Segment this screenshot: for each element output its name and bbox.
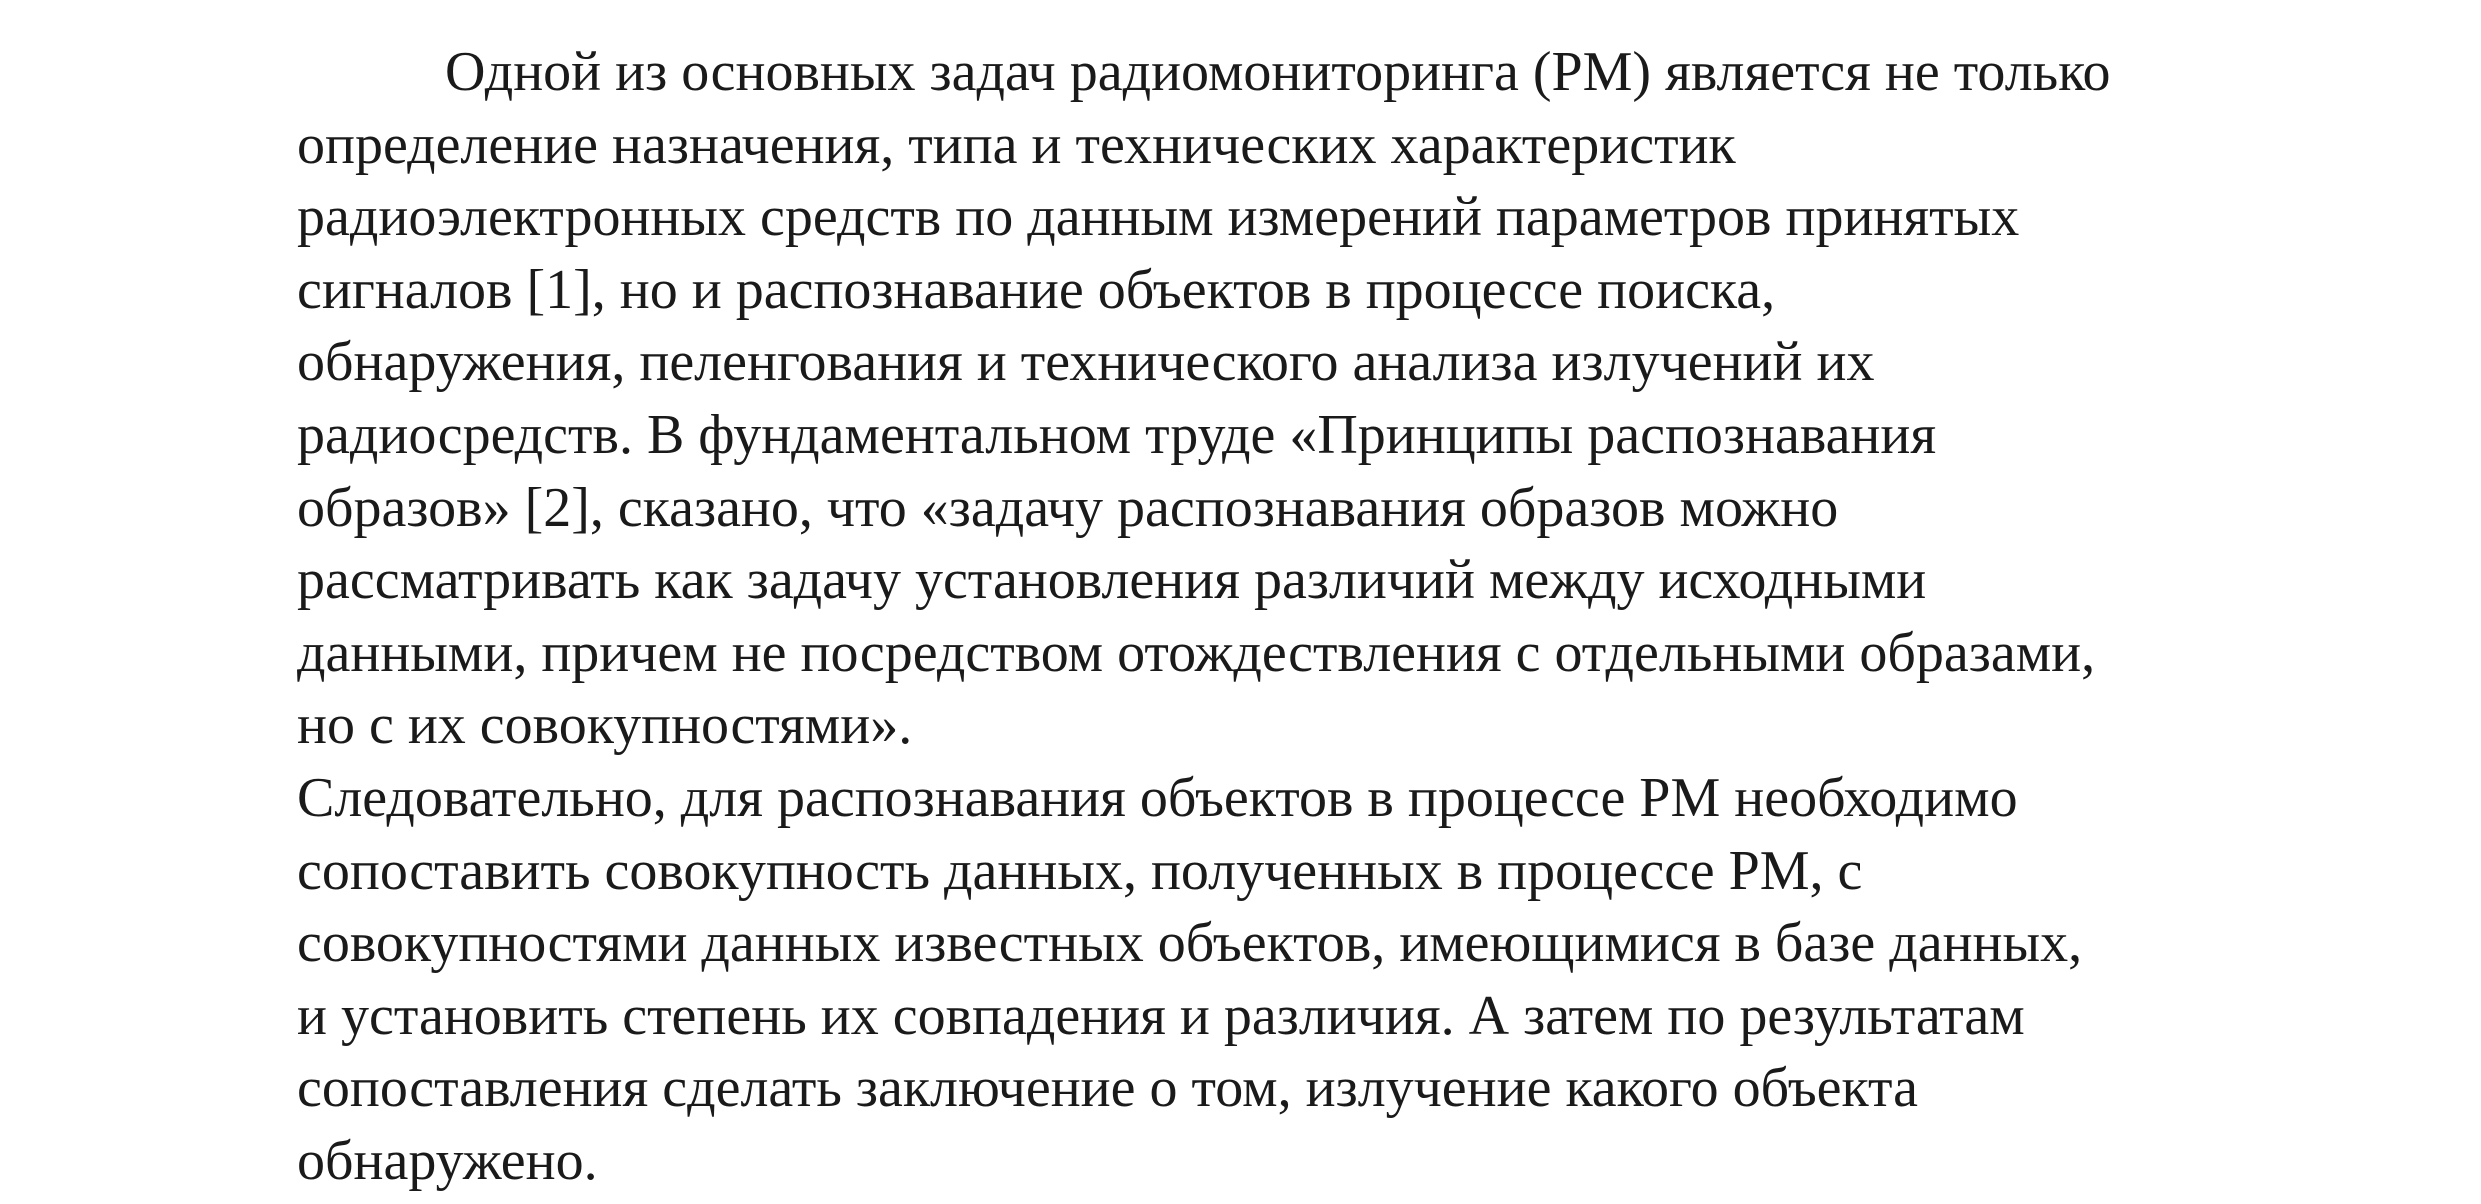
text-line: радиоэлектронных средств по данным измерений параметров принятых [297,186,2020,249]
text-line: совокупностями данных известных объектов, имеющимися в базе данных, [297,912,2083,975]
text-line: данными, причем не посредством отождествления с отдельными образами, [297,621,2096,684]
text-line: обнаружения, пеленгования и технического анализа излучений их [297,331,1875,394]
text-line: Одной из основных задач радиомониторинга (РМ) является не только [445,41,2111,103]
text-line: сопоставления сделать заключение о том, излучение какого объекта [297,1057,1918,1120]
text-line: Следовательно, для распознавания объектов в процессе РМ необходимо [297,766,2018,829]
text-line: определение назначения, типа и технических характеристик [297,113,1736,176]
text-line: обнаружено. [297,1129,598,1192]
text-line: и установить степень их совпадения и различия. А затем по результатам [297,984,2025,1047]
text-line: рассматривать как задачу установления различий между исходными [297,549,1927,612]
text-line: образов» [2], сказано, что «задачу распознавания образов можно [297,476,1839,539]
text-line: сигналов [1], но и распознавание объектов в процессе поиска, [297,258,1776,321]
text-line: радиосредств. В фундаментальном труде «Принципы распознавания [297,403,1937,466]
text-line: но с их совокупностями». [297,694,913,757]
paragraph-2 [297,762,2227,1198]
document-body [297,36,2227,1198]
text-line: сопоставить совокупность данных, полученных в процессе РМ, с [297,839,1863,902]
paragraph-1 [297,36,2227,762]
